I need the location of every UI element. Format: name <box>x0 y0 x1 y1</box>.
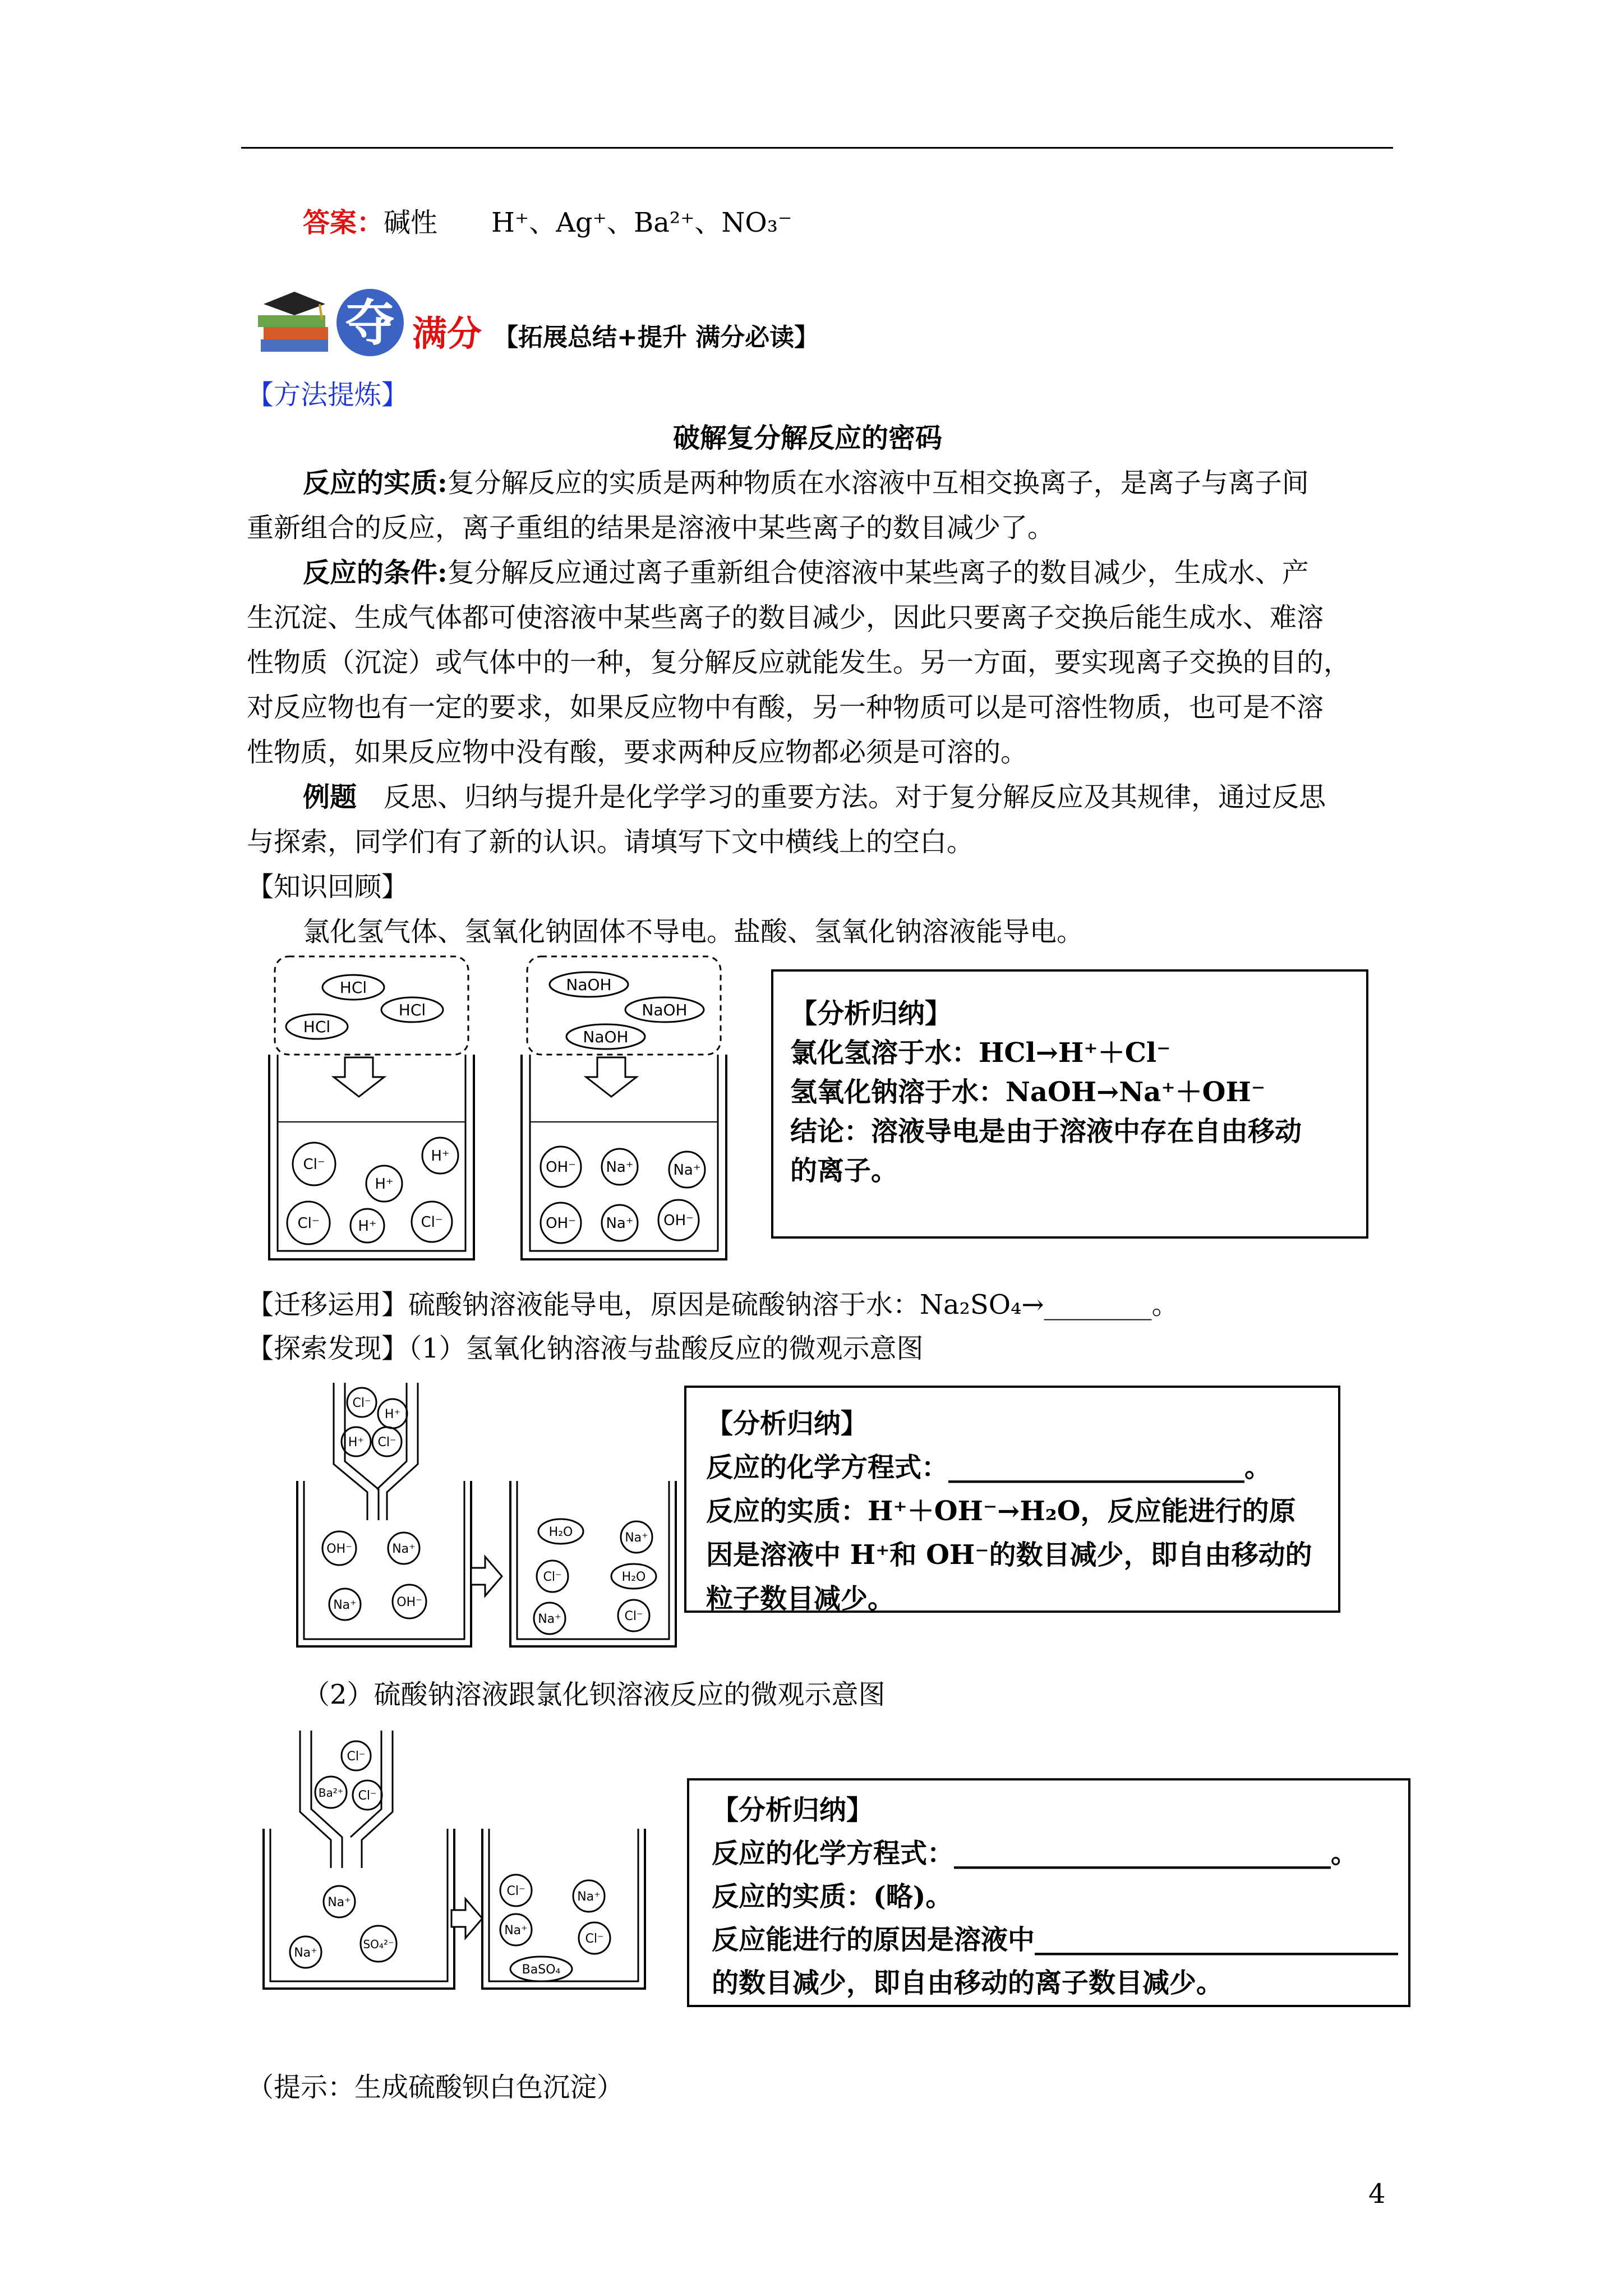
na-ion <box>324 1886 355 1917</box>
na-ion <box>602 1149 638 1185</box>
analysis-box-3 <box>687 1778 1410 2007</box>
oh-ion <box>541 1147 581 1187</box>
p2-line-4: 对反应物也有一定的要求，如果反应物中有酸，另一种物质可以是可溶性物质，也可是不溶 <box>247 692 1324 723</box>
svg-text:H₂O: H₂O <box>621 1570 646 1584</box>
box1-line-1: 氯化氢溶于水：HCl→H⁺＋Cl⁻ <box>790 1037 1171 1069</box>
svg-text:HCl: HCl <box>339 978 367 997</box>
right-arrow-icon <box>451 1899 482 1938</box>
svg-text:H⁺: H⁺ <box>375 1176 394 1193</box>
svg-text:Cl⁻: Cl⁻ <box>585 1932 604 1946</box>
ba-ion <box>315 1777 347 1808</box>
review-text: 氯化氢气体、氢氧化钠固体不导电。盐酸、氢氧化钠溶液能导电。 <box>303 916 1084 947</box>
svg-text:H⁺: H⁺ <box>358 1218 377 1235</box>
neutralization-diagram <box>292 1380 684 1655</box>
svg-text:H⁺: H⁺ <box>431 1148 450 1165</box>
svg-text:Cl⁻: Cl⁻ <box>297 1215 320 1232</box>
svg-text:HCl: HCl <box>303 1018 331 1036</box>
svg-text:Cl⁻: Cl⁻ <box>421 1214 443 1231</box>
svg-text:H₂O: H₂O <box>548 1525 573 1539</box>
answer-text: 碱性 H⁺、Ag⁺、Ba²⁺、NO₃⁻ <box>384 207 792 238</box>
box3-line-1: 反应的化学方程式：____________________________。 <box>712 1838 1358 1869</box>
h-ion <box>378 1399 407 1428</box>
cl-ion <box>347 1388 376 1417</box>
oh-ion <box>322 1531 356 1565</box>
precipitation-diagram <box>258 1728 651 1997</box>
svg-text:NaOH: NaOH <box>642 1001 688 1019</box>
box3-heading: 【分析归纳】 <box>712 1795 874 1826</box>
p1-line-1: 反应的实质:复分解反应的实质是两种物质在水溶液中互相交换离子，是离子与离子间 <box>303 467 1309 499</box>
down-arrow-icon <box>586 1057 637 1097</box>
answer-line <box>303 205 792 240</box>
na-ion <box>290 1936 321 1968</box>
header-rule <box>241 147 1393 149</box>
box2-heading: 【分析归纳】 <box>706 1408 868 1439</box>
cl-ion <box>618 1600 649 1631</box>
svg-text:Cl⁻: Cl⁻ <box>543 1570 562 1584</box>
books-cap-icon <box>252 286 336 365</box>
svg-text:NaOH: NaOH <box>566 976 612 994</box>
svg-text:Na⁺: Na⁺ <box>606 1159 634 1176</box>
na-ion <box>500 1914 532 1945</box>
box1-line-3: 结论：溶液导电是由于溶液中存在自由移动 <box>790 1116 1302 1147</box>
p2-line-5: 性物质，如果反应物中没有酸，要求两种反应物都必须是可溶的。 <box>247 737 1028 768</box>
hcl-molecule <box>322 975 384 1000</box>
na-ion <box>621 1521 652 1553</box>
baso4-precipitate <box>510 1957 572 1981</box>
na-ion <box>534 1603 565 1634</box>
box1-line-2: 氢氧化钠溶于水：NaOH→Na⁺＋OH⁻ <box>790 1076 1266 1108</box>
banner-tagline: 【拓展总结+提升 满分必读】 <box>494 323 819 352</box>
cl-ion <box>353 1780 382 1810</box>
svg-text:Cl⁻: Cl⁻ <box>624 1609 643 1623</box>
naoh-molecule <box>550 972 628 997</box>
oh-ion <box>541 1203 581 1243</box>
svg-text:OH⁻: OH⁻ <box>326 1542 352 1556</box>
svg-text:Cl⁻: Cl⁻ <box>347 1750 366 1764</box>
svg-text:Na⁺: Na⁺ <box>538 1612 561 1626</box>
h-ion <box>422 1138 458 1174</box>
section-title: 破解复分解反应的密码 <box>673 422 943 454</box>
box1-line-4: 的离子。 <box>790 1155 898 1186</box>
svg-text:Na⁺: Na⁺ <box>504 1924 528 1938</box>
cl-ion <box>372 1427 402 1456</box>
banner <box>252 286 869 365</box>
banner-word: 满分 <box>412 313 482 354</box>
na-ion <box>669 1152 705 1188</box>
hint-line: （提示：生成硫酸钡白色沉淀） <box>247 2072 624 2103</box>
hcl-beaker-diagram <box>264 954 477 1268</box>
svg-text:HCl: HCl <box>398 1001 426 1019</box>
oh-ion <box>658 1200 699 1240</box>
analysis-box-1 <box>771 969 1368 1239</box>
box3-line-3: 反应能进行的原因是溶液中___________________________ <box>712 1924 1399 1955</box>
svg-text:Na⁺: Na⁺ <box>673 1162 701 1179</box>
so4-ion <box>361 1926 396 1962</box>
svg-text:NaOH: NaOH <box>583 1028 629 1046</box>
svg-text:Na⁺: Na⁺ <box>392 1542 416 1556</box>
svg-text:Na⁺: Na⁺ <box>625 1531 648 1545</box>
hcl-molecule <box>286 1014 348 1039</box>
method-heading: 【方法提炼】 <box>247 379 409 411</box>
box2-line-2: 反应的实质：H⁺＋OH⁻→H₂O，反应能进行的原 <box>706 1496 1296 1527</box>
box2-line-3: 因是溶液中 H⁺和 OH⁻的数目减少，即自由移动的 <box>706 1539 1312 1571</box>
h-ion <box>342 1427 371 1456</box>
cl-ion <box>287 1202 330 1244</box>
svg-text:OH⁻: OH⁻ <box>663 1212 694 1229</box>
svg-text:Cl⁻: Cl⁻ <box>377 1435 396 1450</box>
p2-line-1: 反应的条件:复分解反应通过离子重新组合使溶液中某些离子的数目减少，生成水、产 <box>303 557 1309 588</box>
banner-char: 夺 <box>336 289 404 356</box>
oh-ion <box>393 1585 426 1618</box>
box2-line-1: 反应的化学方程式：______________________。 <box>706 1452 1272 1483</box>
cl-ion <box>537 1561 568 1592</box>
box2-line-4: 粒子数目减少。 <box>706 1583 895 1614</box>
svg-text:OH⁻: OH⁻ <box>396 1595 422 1609</box>
down-arrow-icon <box>334 1057 384 1097</box>
transfer-line: 【迁移运用】硫酸钠溶液能导电，原因是硫酸钠溶于水：Na₂SO₄→________。 <box>247 1289 1179 1320</box>
h2o-molecule <box>538 1519 583 1544</box>
p1-line-2: 重新组合的反应，离子重组的结果是溶液中某些离子的数目减少了。 <box>247 512 1055 544</box>
svg-text:Na⁺: Na⁺ <box>577 1890 601 1904</box>
hcl-molecule <box>381 997 443 1022</box>
review-heading: 【知识回顾】 <box>247 871 409 903</box>
right-arrow-icon <box>471 1557 502 1596</box>
box3-line-2: 反应的实质：(略)。 <box>712 1881 953 1912</box>
box3-line-4: 的数目减少，即自由移动的离子数目减少。 <box>712 1967 1224 1999</box>
h-ion <box>366 1166 402 1202</box>
naoh-beaker-diagram <box>516 954 729 1268</box>
explore-line: 【探索发现】（1）氢氧化钠溶液与盐酸反应的微观示意图 <box>247 1333 924 1364</box>
part2-line: （2）硫酸钠溶液跟氯化钡溶液反应的微观示意图 <box>303 1679 886 1710</box>
svg-text:Na⁺: Na⁺ <box>294 1946 317 1960</box>
svg-text:H⁺: H⁺ <box>384 1407 401 1421</box>
cl-ion <box>412 1202 452 1242</box>
svg-text:SO₄²⁻: SO₄²⁻ <box>363 1938 394 1951</box>
svg-text:OH⁻: OH⁻ <box>546 1159 576 1176</box>
page-number: 4 <box>1368 2178 1386 2210</box>
svg-text:Cl⁻: Cl⁻ <box>303 1156 325 1173</box>
naoh-molecule <box>566 1024 645 1049</box>
cl-ion <box>500 1875 532 1906</box>
cl-ion <box>579 1922 610 1954</box>
na-ion <box>602 1205 638 1241</box>
svg-text:Cl⁻: Cl⁻ <box>352 1396 371 1410</box>
answer-label: 答案： <box>303 207 384 238</box>
svg-text:Ba²⁺: Ba²⁺ <box>318 1786 344 1800</box>
svg-text:Cl⁻: Cl⁻ <box>506 1884 525 1898</box>
na-ion <box>388 1533 419 1564</box>
example-line-2: 与探索，同学们有了新的认识。请填写下文中横线上的空白。 <box>247 826 974 858</box>
h2o-molecule <box>611 1564 656 1589</box>
svg-text:Na⁺: Na⁺ <box>606 1215 634 1232</box>
svg-text:OH⁻: OH⁻ <box>546 1215 576 1232</box>
na-ion <box>573 1880 605 1912</box>
h-ion <box>351 1209 384 1243</box>
cl-ion <box>293 1143 335 1185</box>
na-ion <box>329 1589 361 1620</box>
box1-heading: 【分析归纳】 <box>790 998 952 1029</box>
example-line-1: 例题 反思、归纳与提升是化学学习的重要方法。对于复分解反应及其规律，通过反思 <box>303 781 1326 813</box>
svg-text:BaSO₄: BaSO₄ <box>522 1963 561 1977</box>
svg-text:Cl⁻: Cl⁻ <box>358 1789 377 1803</box>
cl-ion <box>342 1741 371 1770</box>
p2-line-2: 生沉淀、生成气体都可使溶液中某些离子的数目减少，因此只要离子交换后能生成水、难溶 <box>247 602 1324 633</box>
naoh-molecule <box>625 997 704 1022</box>
svg-text:H⁺: H⁺ <box>348 1435 365 1450</box>
analysis-box-2 <box>684 1386 1340 1613</box>
svg-text:Na⁺: Na⁺ <box>328 1895 351 1910</box>
svg-text:Na⁺: Na⁺ <box>333 1598 357 1612</box>
p2-line-3: 性物质（沉淀）或气体中的一种，复分解反应就能发生。另一方面，要实现离子交换的目的， <box>247 647 1351 678</box>
